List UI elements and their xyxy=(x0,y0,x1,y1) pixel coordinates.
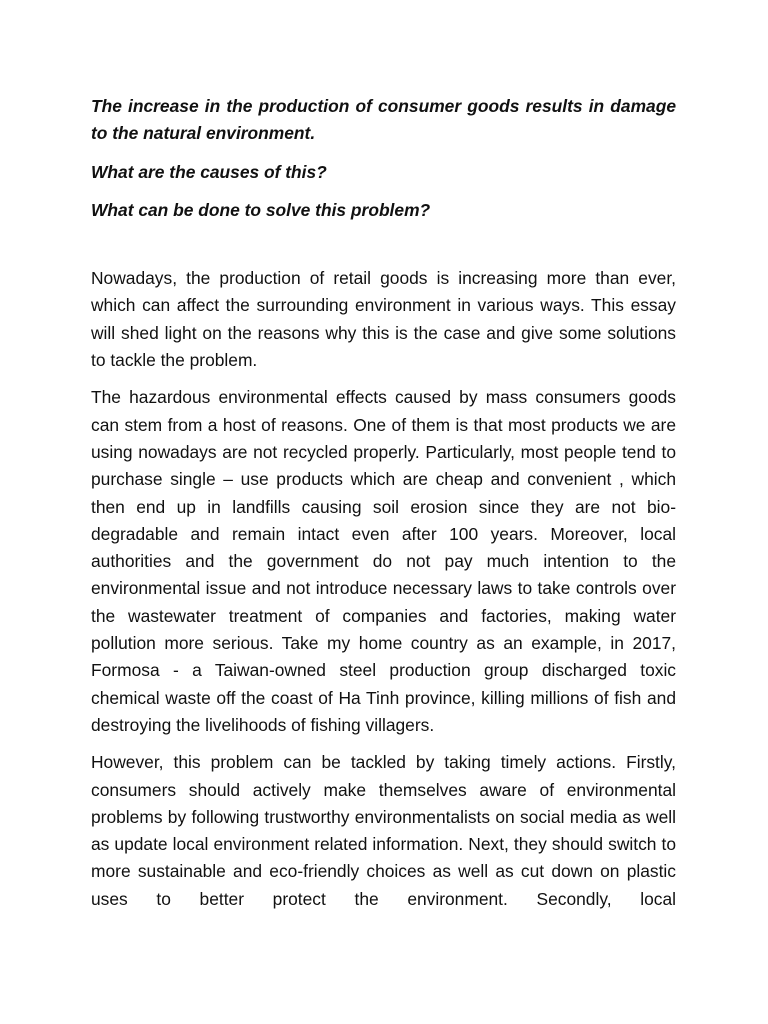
paragraph-solutions: However, this problem can be tackled by taking timely actions. Firstly, consumers should actively make themselves aware of environmental problems by following trustworthy environmentalists on social media as well as update local environment related information. Next, they should switch to more sustainable and eco-friendly choices as well as cut down on plastic uses to better protect the environment. Secondly, local xyxy=(91,752,676,909)
paragraph-causes: The hazardous environmental effects caused by mass consumers goods can stem from a host of reasons. One of them is that most products we are using nowadays are not recycled properly. Particularly, most people tend to purchase single – use products which are cheap and convenient , which then end up in landfills causing soil erosion since they are not bio-degradable and remain intact even after 100 years. Moreover, local authorities and the government do not pay much intention to the environmental issue and not introduce necessary laws to take controls over the wastewater treatment of companies and factories, making water pollution more serious. Take my home country as an example, in 2017, Formosa - a Taiwan-owned steel production group discharged toxic chemical waste off the coast of Ha Tinh province, killing millions of fish and destroying the livelihoods of fishing villagers. xyxy=(91,387,676,735)
paragraph-introduction: Nowadays, the production of retail goods is increasing more than ever, which can affect the surrounding environment in various ways. This essay will shed light on the reasons why this is the case and give some solutions to tackle the problem. xyxy=(91,268,676,371)
essay-content xyxy=(91,93,676,913)
essay-prompt-question-causes: What are the causes of this? xyxy=(91,161,327,182)
essay-prompt-title: The increase in the production of consumer goods results in damage to the natural environment. xyxy=(91,96,676,144)
essay-prompt-question-solutions: What can be done to solve this problem? xyxy=(91,199,431,220)
